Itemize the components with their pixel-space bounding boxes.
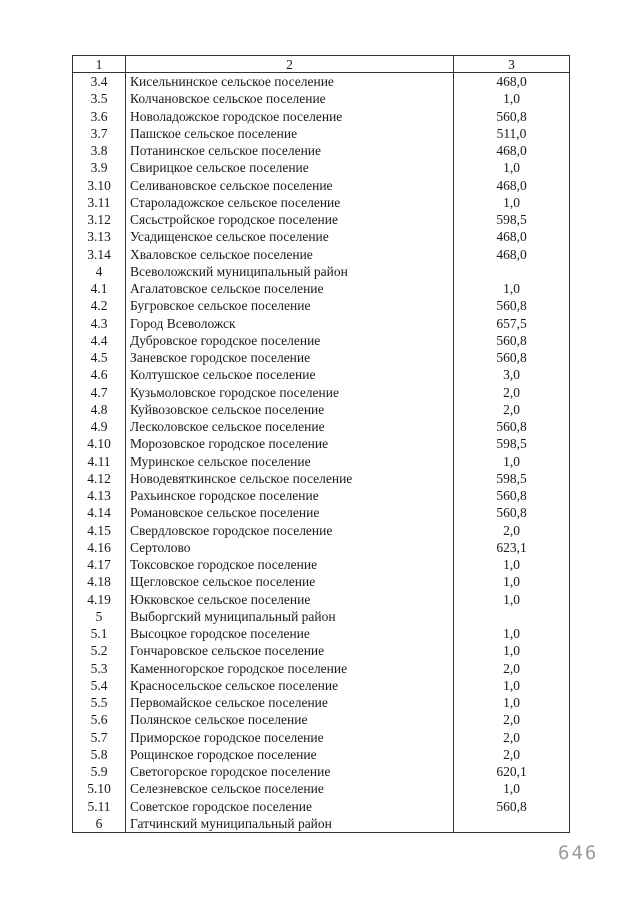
table-row [73,487,570,504]
row-number: 6 [73,815,126,833]
row-number: 5.10 [73,780,126,797]
row-name: Лесколовское сельское поселение [126,418,454,435]
row-number: 5.5 [73,694,126,711]
row-value: 468,0 [454,142,570,159]
table-row [73,556,570,573]
row-name: Куйвозовское сельское поселение [126,401,454,418]
document-table [72,55,570,833]
table-row [73,159,570,176]
row-name: Морозовское городское поселение [126,435,454,452]
row-name: Кузьмоловское городское поселение [126,384,454,401]
table-row [73,177,570,194]
row-value: 468,0 [454,73,570,91]
table-row [73,142,570,159]
row-value: 598,5 [454,470,570,487]
row-number: 3.8 [73,142,126,159]
row-name: Сясьстройское городское поселение [126,211,454,228]
row-name: Усадищенское сельское поселение [126,228,454,245]
row-number: 3.5 [73,90,126,107]
row-number: 4.2 [73,297,126,314]
row-value: 620,1 [454,763,570,780]
row-name: Пашское сельское поселение [126,125,454,142]
header-col-1: 1 [73,56,126,73]
row-number: 4.11 [73,453,126,470]
table-row [73,729,570,746]
row-value [454,263,570,280]
row-name: Селивановское сельское поселение [126,177,454,194]
row-number: 4.3 [73,315,126,332]
row-number: 5.3 [73,660,126,677]
row-number: 5.8 [73,746,126,763]
table-row [73,349,570,366]
row-name: Рахьинское городское поселение [126,487,454,504]
row-number: 5.4 [73,677,126,694]
row-number: 4.19 [73,591,126,608]
row-name: Агалатовское сельское поселение [126,280,454,297]
header-col-2: 2 [126,56,454,73]
row-value: 560,8 [454,418,570,435]
row-name: Новодевяткинское сельское поселение [126,470,454,487]
table-row [73,591,570,608]
table-row [73,660,570,677]
row-value: 1,0 [454,90,570,107]
table-row [73,90,570,107]
table-row [73,504,570,521]
row-name: Красносельское сельское поселение [126,677,454,694]
row-name: Каменногорское городское поселение [126,660,454,677]
row-value: 560,8 [454,297,570,314]
row-value: 468,0 [454,228,570,245]
row-value: 1,0 [454,625,570,642]
row-value: 2,0 [454,729,570,746]
row-value: 3,0 [454,366,570,383]
row-name: Романовское сельское поселение [126,504,454,521]
row-number: 5.1 [73,625,126,642]
table-row [73,332,570,349]
row-name: Гатчинский муниципальный район [126,815,454,833]
table-row [73,780,570,797]
row-name: Гончаровское сельское поселение [126,642,454,659]
row-number: 4.13 [73,487,126,504]
row-value [454,815,570,833]
row-value: 2,0 [454,711,570,728]
row-name: Потанинское сельское поселение [126,142,454,159]
row-name: Город Всеволожск [126,315,454,332]
row-value: 1,0 [454,677,570,694]
row-name: Всеволожский муниципальный район [126,263,454,280]
row-value: 1,0 [454,280,570,297]
row-value: 598,5 [454,435,570,452]
row-name: Селезневское сельское поселение [126,780,454,797]
table-row [73,573,570,590]
row-name: Бугровское сельское поселение [126,297,454,314]
table-row [73,401,570,418]
row-number: 3.9 [73,159,126,176]
table-row [73,642,570,659]
table-row [73,228,570,245]
row-number: 4.8 [73,401,126,418]
table-row [73,125,570,142]
table-row [73,677,570,694]
row-number: 3.7 [73,125,126,142]
row-number: 4.16 [73,539,126,556]
row-value: 1,0 [454,194,570,211]
row-name: Хваловское сельское поселение [126,246,454,263]
row-number: 3.10 [73,177,126,194]
row-number: 5.11 [73,798,126,815]
row-name: Юкковское сельское поселение [126,591,454,608]
row-value: 598,5 [454,211,570,228]
table-row [73,211,570,228]
table-row [73,246,570,263]
row-name: Заневское городское поселение [126,349,454,366]
row-value: 560,8 [454,332,570,349]
table-row [73,297,570,314]
row-value: 1,0 [454,159,570,176]
row-value: 1,0 [454,694,570,711]
page-number: 646 [558,842,599,864]
table-row [73,608,570,625]
row-number: 3.14 [73,246,126,263]
row-name: Колтушское сельское поселение [126,366,454,383]
row-number: 3.12 [73,211,126,228]
row-name: Муринское сельское поселение [126,453,454,470]
row-name: Светогорское городское поселение [126,763,454,780]
row-name: Староладожское сельское поселение [126,194,454,211]
row-number: 4.4 [73,332,126,349]
row-number: 4.9 [73,418,126,435]
table-row [73,694,570,711]
row-value: 1,0 [454,780,570,797]
row-number: 3.13 [73,228,126,245]
row-name: Дубровское городское поселение [126,332,454,349]
table-row [73,711,570,728]
table-row [73,453,570,470]
table-row [73,522,570,539]
row-value: 1,0 [454,556,570,573]
table-row [73,418,570,435]
row-value: 1,0 [454,591,570,608]
row-value: 560,8 [454,798,570,815]
row-name: Рощинское городское поселение [126,746,454,763]
row-value: 2,0 [454,384,570,401]
row-value: 623,1 [454,539,570,556]
row-name: Первомайское сельское поселение [126,694,454,711]
row-value [454,608,570,625]
row-value: 2,0 [454,660,570,677]
row-number: 4.5 [73,349,126,366]
header-col-3: 3 [454,56,570,73]
table-row [73,539,570,556]
row-value: 1,0 [454,453,570,470]
table-row [73,108,570,125]
row-name: Щегловское сельское поселение [126,573,454,590]
table-row [73,366,570,383]
table-row [73,263,570,280]
row-number: 5.2 [73,642,126,659]
table-row [73,798,570,815]
row-number: 5.7 [73,729,126,746]
row-number: 5.6 [73,711,126,728]
table-row [73,73,570,91]
row-name: Высоцкое городское поселение [126,625,454,642]
table-row [73,815,570,833]
row-value: 560,8 [454,504,570,521]
row-value: 1,0 [454,642,570,659]
row-number: 4.15 [73,522,126,539]
row-number: 4.10 [73,435,126,452]
row-name: Сертолово [126,539,454,556]
row-number: 4.1 [73,280,126,297]
row-number: 4.17 [73,556,126,573]
table-row [73,315,570,332]
table-row [73,384,570,401]
row-name: Кисельнинское сельское поселение [126,73,454,91]
table-row [73,194,570,211]
row-number: 4.18 [73,573,126,590]
row-number: 4.14 [73,504,126,521]
table-row [73,746,570,763]
row-value: 468,0 [454,246,570,263]
row-name: Полянское сельское поселение [126,711,454,728]
row-name: Свердловское городское поселение [126,522,454,539]
table-body [73,56,570,833]
table-row [73,763,570,780]
row-number: 4 [73,263,126,280]
row-value: 560,8 [454,349,570,366]
row-number: 3.4 [73,73,126,91]
row-name: Колчановское сельское поселение [126,90,454,107]
table-header-row [73,56,570,73]
row-number: 5 [73,608,126,625]
row-number: 3.6 [73,108,126,125]
row-name: Выборгский муниципальный район [126,608,454,625]
row-value: 511,0 [454,125,570,142]
row-name: Советское городское поселение [126,798,454,815]
row-name: Свирицкое сельское поселение [126,159,454,176]
row-value: 560,8 [454,108,570,125]
row-value: 2,0 [454,401,570,418]
row-number: 4.7 [73,384,126,401]
row-value: 2,0 [454,522,570,539]
row-number: 4.6 [73,366,126,383]
row-name: Токсовское городское поселение [126,556,454,573]
row-value: 468,0 [454,177,570,194]
table-row [73,280,570,297]
row-number: 3.11 [73,194,126,211]
row-value: 1,0 [454,573,570,590]
row-name: Приморское городское поселение [126,729,454,746]
table-row [73,435,570,452]
row-number: 5.9 [73,763,126,780]
row-value: 2,0 [454,746,570,763]
row-number: 4.12 [73,470,126,487]
row-name: Новоладожское городское поселение [126,108,454,125]
table-row [73,470,570,487]
table-row [73,625,570,642]
row-value: 657,5 [454,315,570,332]
row-value: 560,8 [454,487,570,504]
